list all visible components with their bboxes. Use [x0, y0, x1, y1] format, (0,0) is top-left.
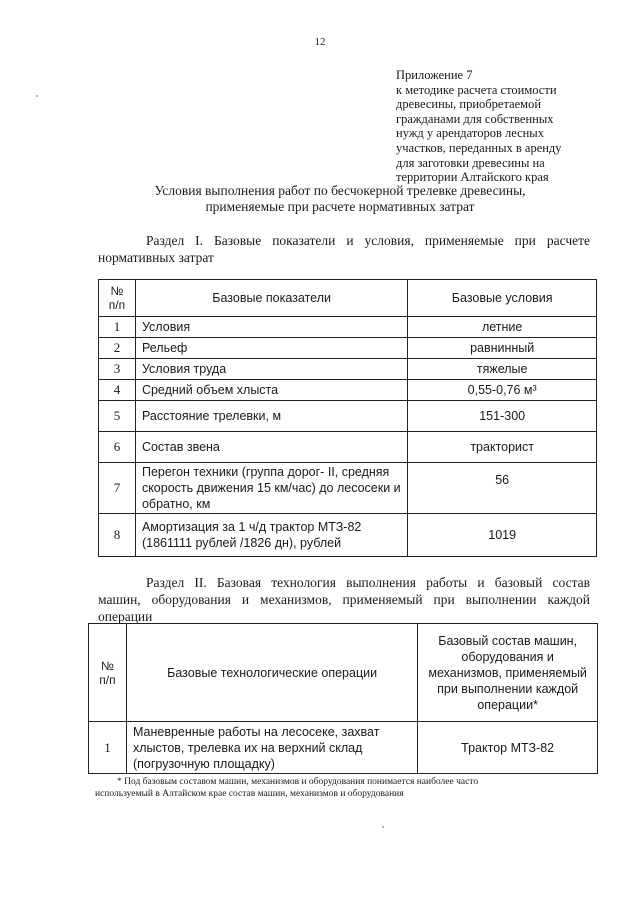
scan-speck — [36, 95, 38, 97]
table-row — [99, 338, 597, 359]
footnote — [95, 776, 595, 800]
appendix-line: Приложение 7 — [396, 68, 473, 82]
row-num: 8 — [99, 514, 136, 557]
appendix-line: территории Алтайского края — [396, 170, 549, 185]
row-indicator: Расстояние трелевки, м — [135, 401, 407, 432]
table-row — [99, 401, 597, 432]
row-indicator: Средний объем хлыста — [135, 380, 407, 401]
table-row — [99, 514, 597, 557]
row-condition: 151-300 — [408, 401, 597, 432]
document-title — [60, 183, 620, 215]
appendix-header — [396, 68, 606, 185]
row-condition: 56 — [408, 463, 597, 514]
row-num: 1 — [99, 317, 136, 338]
scan-speck — [382, 826, 384, 828]
footnote-line2: используемый в Алтайском крае состав машин, механизмов и оборудования — [95, 789, 404, 799]
row-indicator: Амортизация за 1 ч/д трактор МТЗ-82 (1861111 рублей /1826 дн), рублей — [135, 514, 407, 557]
table-row — [99, 463, 597, 514]
table-header-row — [99, 280, 597, 317]
section2-line2: машин, оборудования и механизмов, применяемый при выполнении каждой — [98, 592, 590, 607]
row-num: 6 — [99, 432, 136, 463]
row-condition: 1019 — [408, 514, 597, 557]
header-equipment: Базовый состав машин, оборудования и механизмов, применяемый при выполнении каждой операции* — [418, 624, 598, 722]
row-condition: равнинный — [408, 338, 597, 359]
row-num: 7 — [99, 463, 136, 514]
table-row — [89, 722, 598, 774]
row-condition: тракторист — [408, 432, 597, 463]
table-row — [99, 380, 597, 401]
header-num: № п/п — [89, 624, 127, 722]
row-operation: Маневренные работы на лесосеке, захват хлыстов, трелевка их на верхний склад (погрузочную площадку) — [126, 722, 417, 774]
header-condition: Базовые условия — [408, 280, 597, 317]
appendix-line: древесины, приобретаемой — [396, 97, 542, 112]
row-indicator: Условия труда — [135, 359, 407, 380]
row-indicator: Перегон техники (группа дорог- II, средняя скорость движения 15 км/час) до лесосеки и обратно, км — [135, 463, 407, 514]
base-indicators-table — [98, 279, 597, 557]
row-equipment: Трактор МТЗ-82 — [418, 722, 598, 774]
section2-line3: операции — [98, 609, 153, 624]
row-num: 4 — [99, 380, 136, 401]
row-condition: 0,55-0,76 м³ — [408, 380, 597, 401]
page-number: 12 — [314, 36, 326, 48]
appendix-line: участков, переданных в аренду — [396, 140, 562, 155]
table-row — [99, 317, 597, 338]
section1-line1: Раздел I. Базовые показатели и условия, применяемые при расчете — [146, 233, 590, 248]
header-indicator: Базовые показатели — [135, 280, 407, 317]
table-row — [99, 359, 597, 380]
row-num: 5 — [99, 401, 136, 432]
technology-table — [88, 623, 598, 774]
appendix-line: гражданами для собственных — [396, 111, 554, 126]
appendix-line: нужд у арендаторов лесных — [396, 126, 544, 141]
header-operation: Базовые технологические операции — [126, 624, 417, 722]
row-indicator: Рельеф — [135, 338, 407, 359]
section1-heading — [98, 232, 590, 266]
section2-heading — [98, 574, 590, 625]
row-num: 3 — [99, 359, 136, 380]
row-indicator: Условия — [135, 317, 407, 338]
section2-line1: Раздел II. Базовая технология выполнения работы и базовый состав — [146, 575, 590, 590]
section1-line2: нормативных затрат — [98, 250, 214, 265]
title-line: Условия выполнения работ по бесчокерной трелевке древесины, — [154, 183, 526, 198]
row-condition: тяжелые — [408, 359, 597, 380]
header-num: № п/п — [99, 280, 136, 317]
row-num: 2 — [99, 338, 136, 359]
row-num: 1 — [89, 722, 127, 774]
appendix-line: к методике расчета стоимости — [396, 82, 557, 97]
table-header-row — [89, 624, 598, 722]
table-row — [99, 432, 597, 463]
row-indicator: Состав звена — [135, 432, 407, 463]
appendix-line: для заготовки древесины на — [396, 155, 545, 170]
title-line: применяемые при расчете нормативных затрат — [205, 199, 475, 214]
footnote-line1: * Под базовым составом машин, механизмов и оборудования понимается наиболее часто — [117, 777, 479, 787]
row-condition: летние — [408, 317, 597, 338]
